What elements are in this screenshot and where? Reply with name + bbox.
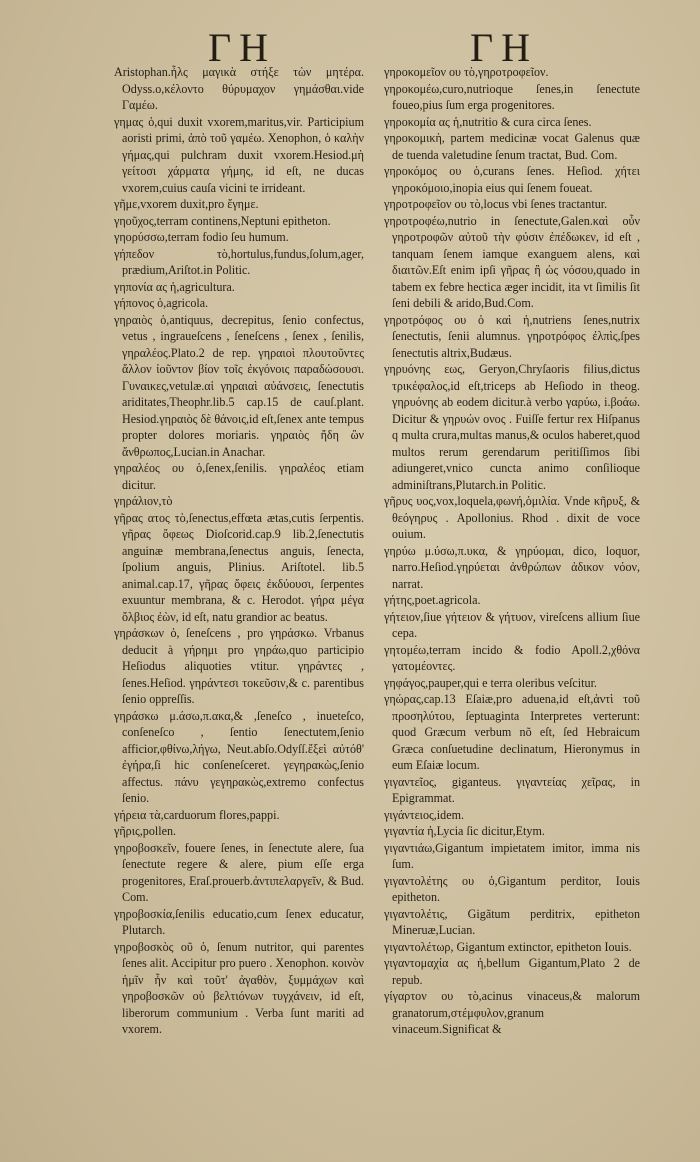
dictionary-entry: γίγαρτον ου τὸ,acinus vinaceus,& malorum granatorum,στέμφυλον,granum vinaceum.Significat & <box>384 989 640 1036</box>
dictionary-entry: γιγαντολέτις, Gigãtum perditrix, epitheton Mineruæ,Lucian. <box>384 906 640 937</box>
dictionary-entry: γηροκομεῖον ου τὸ,γηροτροφεῖον. <box>384 65 549 79</box>
dictionary-entry: γήτης,poet.agricola. <box>384 593 481 607</box>
dictionary-entry: γῆρις,pollen. <box>114 824 177 838</box>
dictionary-entry: γηπονία ας ἡ,agricultura. <box>114 279 235 294</box>
dictionary-entry: γηροκόμος ου ὁ,curans ſenes. Heſiod. χήτει γηροκόμοιο,inopia eius qui ſenem foueat. <box>384 164 640 195</box>
running-head-left: ΓΗ <box>208 25 277 70</box>
running-head-right: ΓΗ <box>470 25 539 70</box>
dictionary-entry: γῆμε,vxorem duxit,pro ἔγημε. <box>114 197 259 211</box>
dictionary-entry: γηροτροφέω,nutrio in ſenectute,Galen.καὶ οὖν γηροτροφῶν αὐτοῦ τὴν φύσιν ἐπέδωκεν, id eſt , tanquam ſenem iamque exanguem alens, καὶ διαιτῶν.Eſt enim ipſi γῆρας ἢ ὡς νόσου,quado in tabem ex febre hectica æger incidit, ita vt ſimilis ſit ſeni debili & arido,Bud.Com. <box>384 213 640 310</box>
dictionary-entry: γήπεδον τὸ,hortulus,fundus,ſolum,ager, prædium,Ariſtot.in Politic. <box>114 246 364 277</box>
left-column <box>114 64 364 1038</box>
dictionary-entry: γηροκομικὴ, partem medicinæ vocat Galenus quæ de tuenda valetudine ſenum tractat, Bud. Com. <box>384 131 640 162</box>
dictionary-entry: γηροτροφεῖον ου τὸ,locus vbi ſenes tractantur. <box>384 197 608 211</box>
dictionary-entry: γιγαντία ἡ,Lycia ſic dicitur,Etym. <box>384 824 545 838</box>
dictionary-entry: γητομέω,terram incido & fodio Apoll.2,χθόνα γατομέοντες. <box>384 642 640 673</box>
dictionary-entry: γηρύω μ.ύσω,π.υκα, & γηρύομαι, dico, loquor, narro.Heſiod.γηρύεται ἀνθρώπων ἀδικον νόον, narrat. <box>384 543 640 591</box>
dictionary-entry: γῆρας ατος τὸ,ſenectus,effœta ætas,cutis ſerpentis. γῆρας ὄφεως Dioſcorid.cap.9 lib.2,ſenectutis anguinæ membrana,ſenectus anguis, ſenecta, ſpolium anguis, Plinius. Ariſtotel. lib.5 animal.cap.17, γῆρας ὄφεις ἐκδύουσι, ſerpentes exuuntur membrana, & c. Herodot. γήρα μέγα ὄλβιος ἐὼν, id eſt, natu grandior ac beatus. <box>114 510 364 624</box>
dictionary-entry: γηράσκω μ.άσω,π.ακα,& ,ſeneſco , inueteſco, conſeneſco , ſentio ſenectutem,ſenio afficior,φθίνω,λήγω, Neut.abſo.Odyſſ.ἔξεὶ αὐτόθ' ἐγήρα,ſi hic conſeneſceret. γεγηρακὼς,ſenio affectus. πάνυ γεγηρακὼς,extremo confectus ſenio. <box>114 708 364 805</box>
dictionary-entry: γιγαντομαχία ας ἡ,bellum Gigantum,Plato 2 de repub. <box>384 956 640 987</box>
dictionary-entry: γῆρυς υος,vox,loquela,φωνή,ὁμιλία. Vnde κῆρυξ, & θεόγηρυς . Apollonius. Rhod . dixit de voce ouium. <box>384 494 640 541</box>
dictionary-entry: γιγαντολέτης ου ὁ,Gigantum perditor, Iouis epitheton. <box>384 873 640 904</box>
dictionary-entry: γηορύσσω,terram fodio ſeu humum. <box>114 230 289 244</box>
dictionary-entry: γιγαντολέτωρ, Gigantum extinctor, epitheton Iouis. <box>384 939 632 954</box>
dictionary-entry: Aristophan.ἦλς μαγικὰ στήξε τὼν μητέρα. Odyss.ο,κέλοντο θύρυμαχον γημάσθαι.vide Γαμέω. <box>114 65 364 112</box>
dictionary-entry: γιγάντειος,idem. <box>384 807 465 822</box>
dictionary-entry: γηοῦχος,terram continens,Neptuni epitheton. <box>114 213 331 228</box>
dictionary-entry: γήτειον,ſiue γήτειον & γήτυον, vireſcens allium ſiue cepa. <box>384 609 640 640</box>
dictionary-entry: γηροβοσκία,ſenilis educatio,cum ſenex educatur, Plutarch. <box>114 906 364 937</box>
dictionary-entry: γηροτρόφος ου ὁ καὶ ἡ,nutriens ſenes,nutrix ſenectutis, ſenii alumnus. γηροτρόφος ἐλπὶς,ſpes ſenectutis altrix,Budæus. <box>384 312 640 360</box>
dictionary-entry: γήπονος ὁ,agricola. <box>114 296 209 310</box>
dictionary-entry: γήρεια τὰ,carduorum flores,pappi. <box>114 807 280 822</box>
dictionary-entry: γιγαντιάω,Gigantum impietatem imitor, imma nis ſum. <box>384 840 640 871</box>
right-column <box>384 64 640 1038</box>
dictionary-entry: γιγαντεῖος, giganteus. γιγαντείας χεῖρας, in Epigrammat. <box>384 774 640 805</box>
dictionary-entry: γηροβοσκεῖν, fouere ſenes, in ſenectute alere, ſua ſenectute regere & alere, pium eſſe erga progenitores, Eraſ.prouerb.ἀντιπελαργεῖν, & Bud. Com. <box>114 840 364 904</box>
dictionary-entry: γηώρας,cap.13 Eſaiæ,pro aduena,id eſt,ἀντὶ τοῦ προσηλύτου, ſeptuaginta Interpretes verterunt: quod Græcum verbum nõ eſt, ſed Hebraicum Græca conſuetudine declinatum, Hieronymus in eum Eſaiæ locum. <box>384 692 640 772</box>
dictionary-entry: γηροκομία ας ἡ,nutritio & cura circa ſenes. <box>384 114 592 129</box>
dictionary-entry: γηροκομέω,curo,nutrioque ſenes,in ſenectute foueo,pius ſum erga progenitores. <box>384 81 640 112</box>
dictionary-entry: γηράσκων ὁ, ſeneſcens , pro γηράσκω. Vrbanus deducit à γήρημι pro γηράω,quo participio Heſiodus aliquoties vtitur. γηράντες , ſenes.Heſiod. γηράντεσι τοκεῦσιν,& c. parentibus ſenio oppreſſis. <box>114 626 364 706</box>
dictionary-entry: γηφάγος,pauper,qui e terra oleribus veſcitur. <box>384 675 597 690</box>
dictionary-entry: γηραλέος ου ὁ,ſenex,ſenilis. γηραλέος etiam dicitur. <box>114 461 364 492</box>
dictionary-entry: γηραιὸς ὁ,antiquus, decrepitus, ſenio confectus, vetus , ingraueſcens , ſeneſcens , ſenex , ſenilis, γηραλέος.Plato.2 de rep. γηραιοὶ πλουτοῦντες ἄλλον ἰοῦντον βίον τοῖς ἐκγόνοις παραδώσουσι. Γυναικες,vetulæ.αἱ γηραιαὶ αὐάνσεις, ſenectutis ariditates,Theophr.lib.5 cap.15 de cauſ.plant. Hesiod.γηραιὸς δὲ θάνοις,id eſt,ſenex ante tempus propter dolores moriaris. γηραιὸς ἤδη ὢν ἄνθρωπος,Lucian.in Anachar. <box>114 312 364 459</box>
dictionary-entry: γηρυόνης εως, Geryon,Chryſaoris filius,dictus τρικέφαλος,id eſt,triceps ab Heſiodo in theog. γηρυόνης ab eodem dicitur.à verbo γαρύω, i.βοάω. Dicitur & γηρυών ονος . Fuiſſe fertur rex Hiſpanus q multa crura,multas manus,& oculos haberet,quod multos rerum gerendarum peritiſſimos ſibi adiungeret,vnico cuncta animo conſilioque adminiſtrans,Plutarch.in Politic. <box>384 362 640 492</box>
dictionary-entry: γημας ὁ,qui duxit vxorem,maritus,vir. Participium aoristi primi, ἀπὸ τοῦ γαμέω. Xenophon, ὁ καλὴν γήμας,qui pulchram duxit vxorem.Hesiod.μὴ γείτοσι χάρματα γήμης, id eſt, ne ducas vxorem,cuius cauſa vicini te irrideant. <box>114 114 364 195</box>
dictionary-entry: γηράλιον,τὸ <box>114 494 173 508</box>
dictionary-entry: γηροβοσκὸς οῦ ὁ, ſenum nutritor, qui parentes ſenes alit. Accipitur pro puero . Xenophon. κοινὸν ἡμῖν ἦν καὶ τοῦτ' ἀγαθὸν, ξυμμάχων καὶ γηροβοσκῶν οὐ βελτιόνων τυγχάνειν, id eſt, liberorum communium . Verba ſunt mariti ad vxorem. <box>114 939 364 1036</box>
